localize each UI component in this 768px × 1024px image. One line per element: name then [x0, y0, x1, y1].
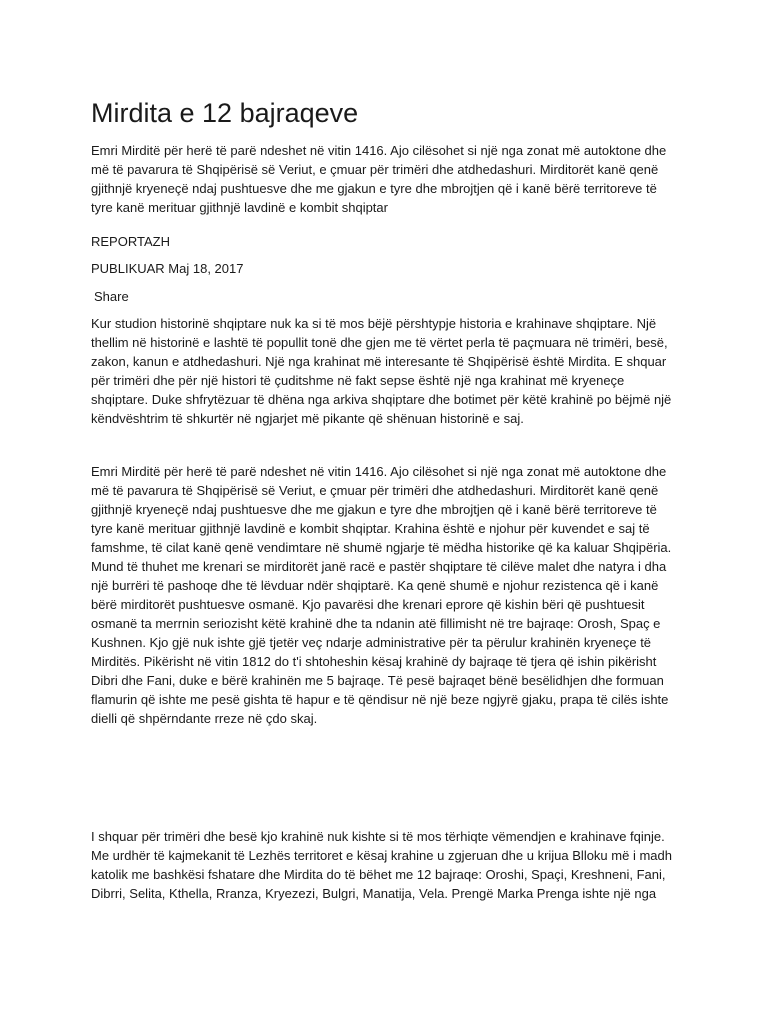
category-label: REPORTAZH — [91, 234, 170, 249]
publish-date: PUBLIKUAR Maj 18, 2017 — [91, 261, 244, 276]
body-paragraph: Kur studion historinë shqiptare nuk ka si të mos bëjë përshtypje historia e krahinave shqiptare. Një thellim në historinë e lashtë të popullit tonë dhe gjen me të vërtet perla të paçmuara në trimëri, besë, zakon, kanun e atdhedashuri. Një nga krahinat më interesante të Shqipërisë është Mirdita. E shquar për trimëri dhe për një histori të çuditshme në fakt sepse është një nga krahinat më kryeneçe shqiptare. Duke shfrytëzuar të dhëna nga arkiva shqiptare dhe botimet për këtë krahinë po bëjmë një këndvështrim të shkurtër në ngjarjet më pikante që shënuan historinë e saj. — [91, 316, 672, 426]
share-text: Share — [94, 289, 129, 304]
article-title: Mirdita e 12 bajraqeve — [91, 98, 359, 128]
body-paragraph: Emri Mirditë për herë të parë ndeshet në vitin 1416. Ajo cilësohet si një nga zonat më autoktone dhe më të pavarura të Shqipërisë së Veriut, e çmuar për trimëri dhe atdhedashuri. Mirditorët kanë qenë gjithnjë kryeneçë ndaj pushtuesve dhe me gjakun e tyre dhe mbrojtjen që i kanë bërë territoreve të tyre kanë merituar gjithnjë lavdinë e kombit shqiptar. Krahina është e njohur për kuvendet e saj të famshme, të cilat kanë qenë vendimtare në shumë ngjarje të mëdha historike që ka kaluar Shqipëria. Mund të thuhet me krenari se mirditorët janë racë e pastër shqiptare të cilëve malet dhe natyra i dha një burrëri të pashoqe dhe të lëvduar ndër shqiptarë. Ka qenë shumë e njohur rezistenca që i kanë bërë mirditorët pushtuesve osmanë. Kjo pavarësi dhe krenari eprore që kishin bëri që pushtuesit osmanë ta merrnin seriozisht këtë krahinë dhe ta ndanin atë fillimisht në tre bajraqe: Orosh, Spaç e Kushnen. Kjo gjë nuk ishte gjë tjetër veç ndarje administrative për ta përulur krahinën kryeneçe të Mirditës. Pikërisht në vitin 1812 do t'i shtoheshin kësaj krahinë dy bajraqe të tjera që ishin pikërisht Dibri dhe Fani, duke e bërë krahinën me 5 bajraqe. Të pesë bajraqet bënë besëlidhjen dhe formuan flamurin që ishte me pesë gishta të hapur e të qëndisur në një beze ngjyrë gjaku, prapa të cilës ishte dielli që shpërndante rreze në çdo skaj. — [91, 464, 672, 726]
body-paragraph: I shquar për trimëri dhe besë kjo krahinë nuk kishte si të mos tërhiqte vëmendjen e krahinave fqinje. Me urdhër të kajmekanit të Lezhës territoret e kësaj krahine u zgjeruan dhe u krijua Blloku më i madh katolik me bashkësi fshatare dhe Mirdita do të bëhet me 12 bajraqe: Oroshi, Spaçi, Kreshneni, Fani, Dibrri, Selita, Kthella, Rranza, Kryezezi, Bulgri, Manatija, Vela. Prengë Marka Prenga ishte një nga — [91, 829, 672, 901]
article-intro: Emri Mirditë për herë të parë ndeshet në vitin 1416. Ajo cilësohet si një nga zonat më autoktone dhe më të pavarura të Shqipërisë së Veriut, e çmuar për trimëri dhe atdhedashuri. Mirditorët kanë qenë gjithnjë kryeneçë ndaj pushtuesve dhe me gjakun e tyre dhe mbrojtjen që i kanë bërë territoreve të tyre kanë merituar gjithnjë lavdinë e kombit shqiptar — [91, 143, 667, 215]
